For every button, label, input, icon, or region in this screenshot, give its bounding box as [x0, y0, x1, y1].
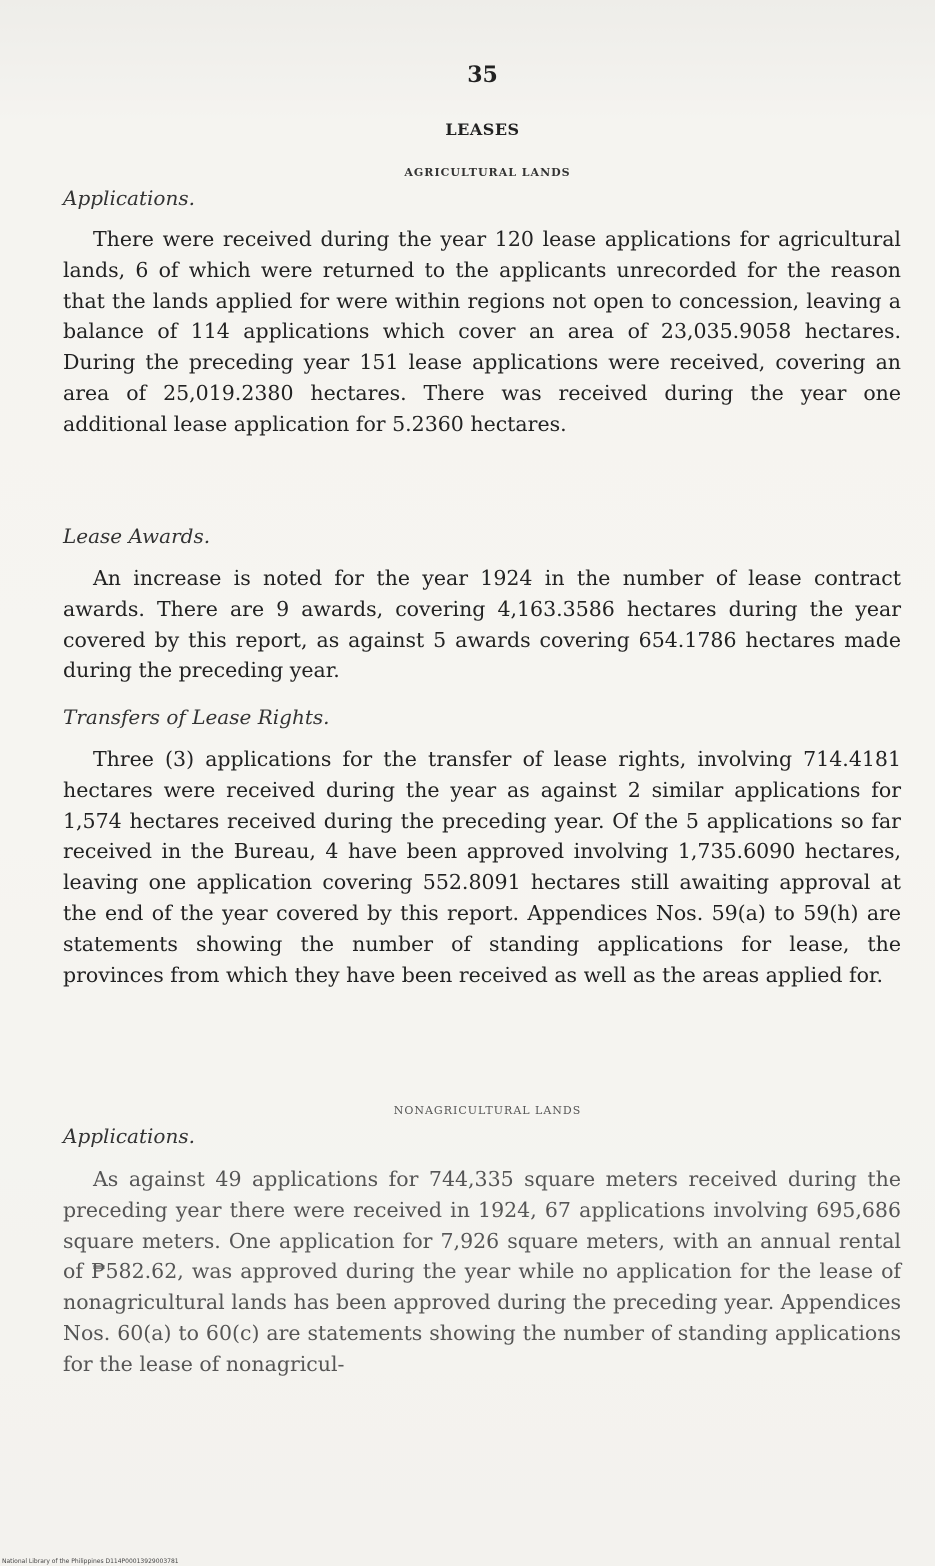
agricultural-lands-heading: AGRICULTURAL LANDS: [404, 166, 571, 179]
library-footer-stamp: National Library of the Philippines D114P00013929003781: [2, 1558, 179, 1565]
section-title: LEASES: [445, 120, 520, 139]
agri-applications-subheading: Applications.: [63, 186, 195, 210]
lease-awards-paragraph: An increase is noted for the year 1924 in the number of lease contract awards. There are 9 awards, covering 4,163.3586 hectares during the year covered by this report, as against 5 awards covering 654.1786 hectares made during the preceding year.: [63, 566, 901, 683]
nonagricultural-lands-heading: NONAGRICULTURAL LANDS: [393, 1104, 582, 1117]
nonagri-applications-paragraph: As against 49 applications for 744,335 square meters received during the preceding year there were received in 1924, 67 applications involving 695,686 square meters. One application for 7,926 square meters, with an annual rental of ₱582.62, was approved during the year while no application for the lease of nonagricultural lands has been approved during the preceding year. Appendices Nos. 60(a) to 60(c) are statements showing the number of standing applications for the lease of nonagricul-: [63, 1167, 901, 1376]
transfers-paragraph: Three (3) applications for the transfer of lease rights, involving 714.4181 hectares were received during the year as against 2 similar applications for 1,574 hectares received during the preceding year. Of the 5 applications so far received in the Bureau, 4 have been approved involving 1,735.6090 hectares, leaving one application covering 552.8091 hectares still awaiting approval at the end of the year covered by this report. Appendices Nos. 59(a) to 59(h) are statements showing the number of standing applications for lease, the provinces from which they have been received as well as the areas applied for.: [63, 747, 901, 987]
nonagri-applications-subheading: Applications.: [63, 1124, 195, 1148]
page-number: 35: [467, 62, 498, 88]
lease-awards-subheading: Lease Awards.: [63, 524, 211, 548]
agri-applications-paragraph: There were received during the year 120 lease applications for agricultural lands, 6 of which were returned to the applicants unrecorded for the reason that the lands applied for were within regions not open to concession, leaving a balance of 114 applications which cover an area of 23,035.9058 hectares. During the preceding year 151 lease applications were received, covering an area of 25,019.2380 hectares. There was received during the year one additional lease application for 5.2360 hectares.: [63, 227, 901, 436]
transfers-subheading: Transfers of Lease Rights.: [63, 705, 330, 729]
